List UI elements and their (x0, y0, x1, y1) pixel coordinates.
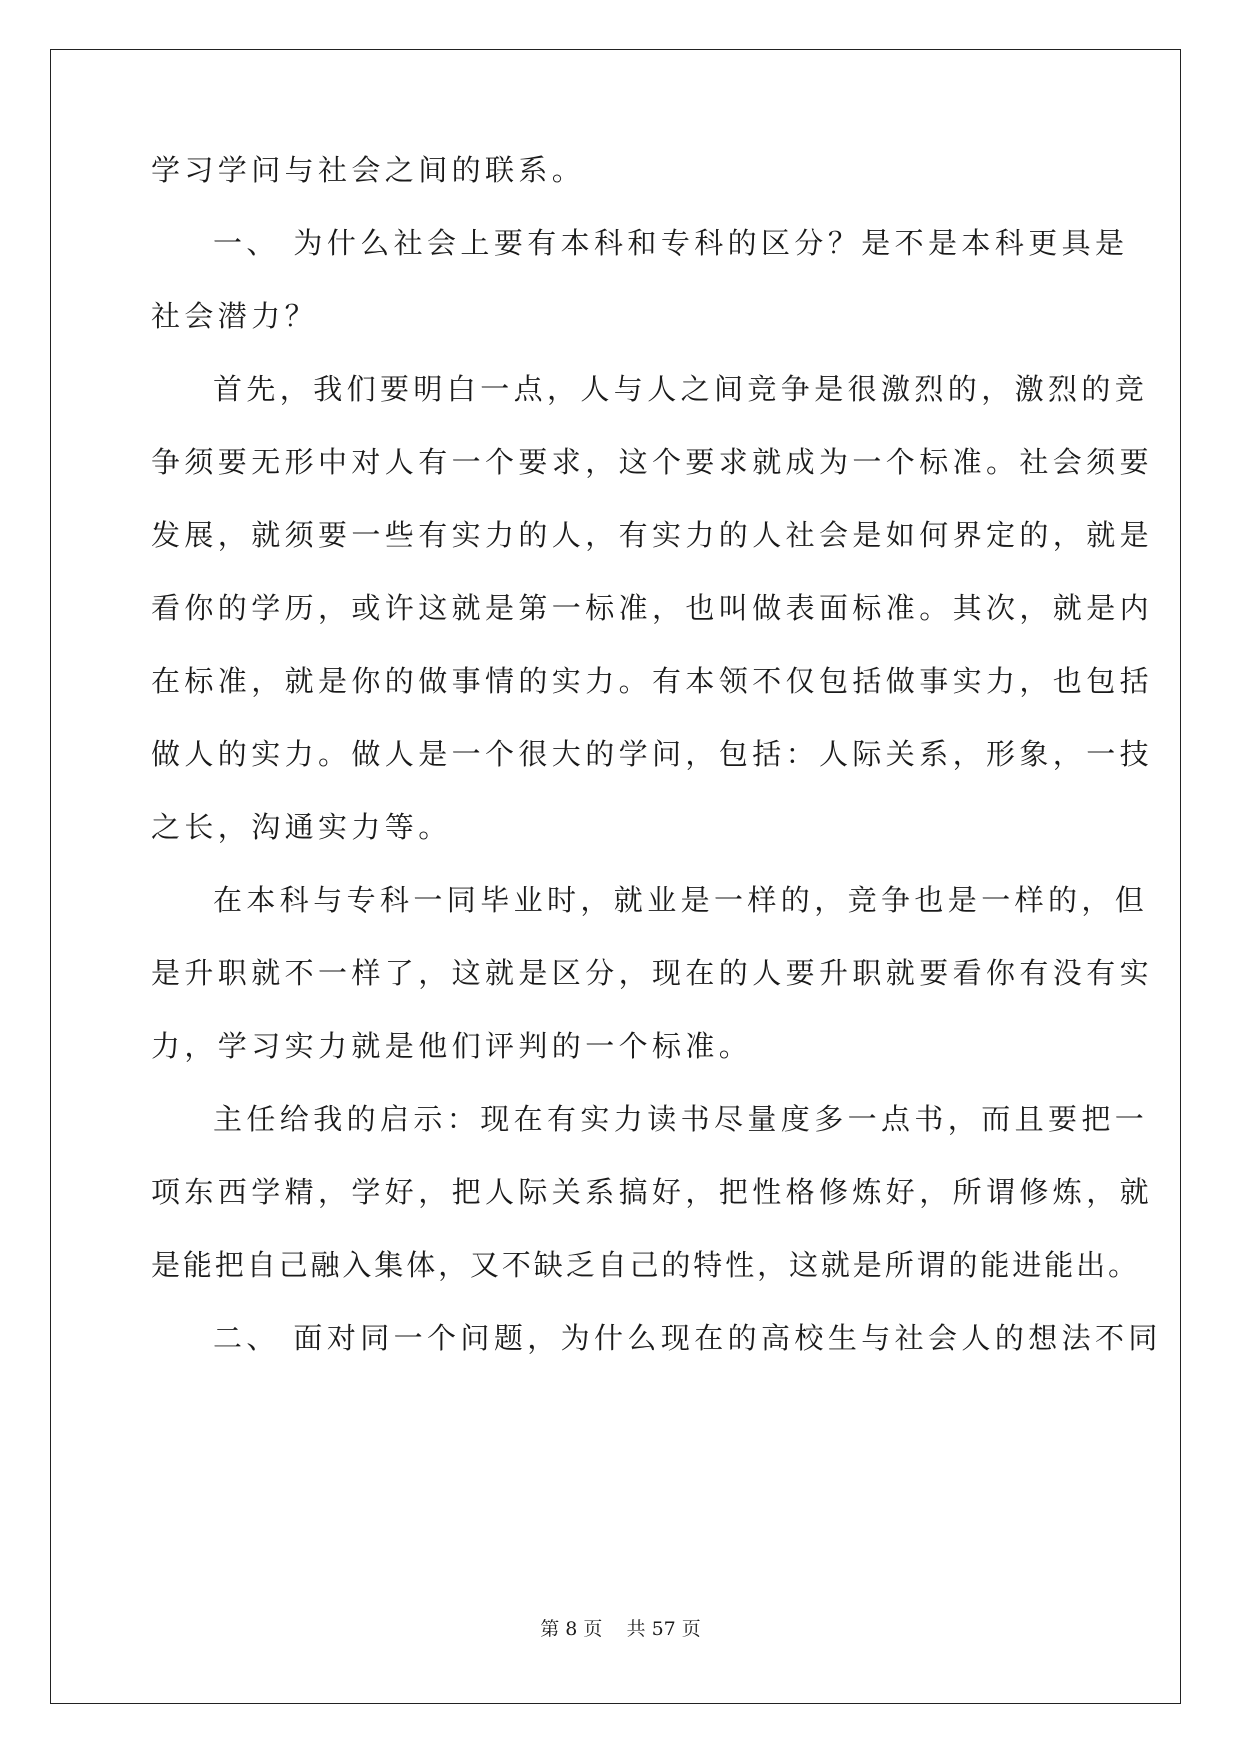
text-line: 首先，我们要明白一点，人与人之间竞争是很激烈的，激烈的竞 (213, 372, 1149, 406)
text-line: 是升职就不一样了，这就是区分，现在的人要升职就要看你有没有实 (151, 956, 1154, 990)
text-line: 是能把自己融入集体，又不缺乏自己的特性，这就是所谓的能进能出。 (151, 1248, 1140, 1282)
text-line: 看你的学历，或许这就是第一标准，也叫做表面标准。其次，就是内 (151, 591, 1154, 625)
heading-line: 一、 为什么社会上要有本科和专科的区分？是不是本科更具是 (213, 226, 1129, 260)
text-line: 学习学问与社会之间的联系。 (151, 153, 586, 187)
text-line: 发展，就须要一些有实力的人，有实力的人社会是如何界定的，就是 (151, 518, 1154, 552)
text-line: 力，学习实力就是他们评判的一个标准。 (151, 1029, 753, 1063)
text-line: 在本科与专科一同毕业时，就业是一样的，竞争也是一样的，但 (213, 883, 1149, 917)
heading-line: 社会潜力？ (151, 299, 319, 333)
heading-line: 二、 面对同一个问题，为什么现在的高校生与社会人的想法不同 (213, 1321, 1162, 1355)
text-line: 项东西学精，学好，把人际关系搞好，把性格修炼好，所谓修炼，就 (151, 1175, 1154, 1209)
text-line: 争须要无形中对人有一个要求，这个要求就成为一个标准。社会须要 (151, 445, 1154, 479)
text-line: 之长，沟通实力等。 (151, 810, 452, 844)
text-line: 主任给我的启示：现在有实力读书尽量度多一点书，而且要把一 (213, 1102, 1149, 1136)
page-number-footer: 第 8 页 共 57 页 (540, 1618, 701, 1640)
text-line: 做人的实力。做人是一个很大的学问，包括：人际关系，形象，一技 (151, 737, 1154, 771)
text-line: 在标准，就是你的做事情的实力。有本领不仅包括做事实力，也包括 (151, 664, 1154, 698)
